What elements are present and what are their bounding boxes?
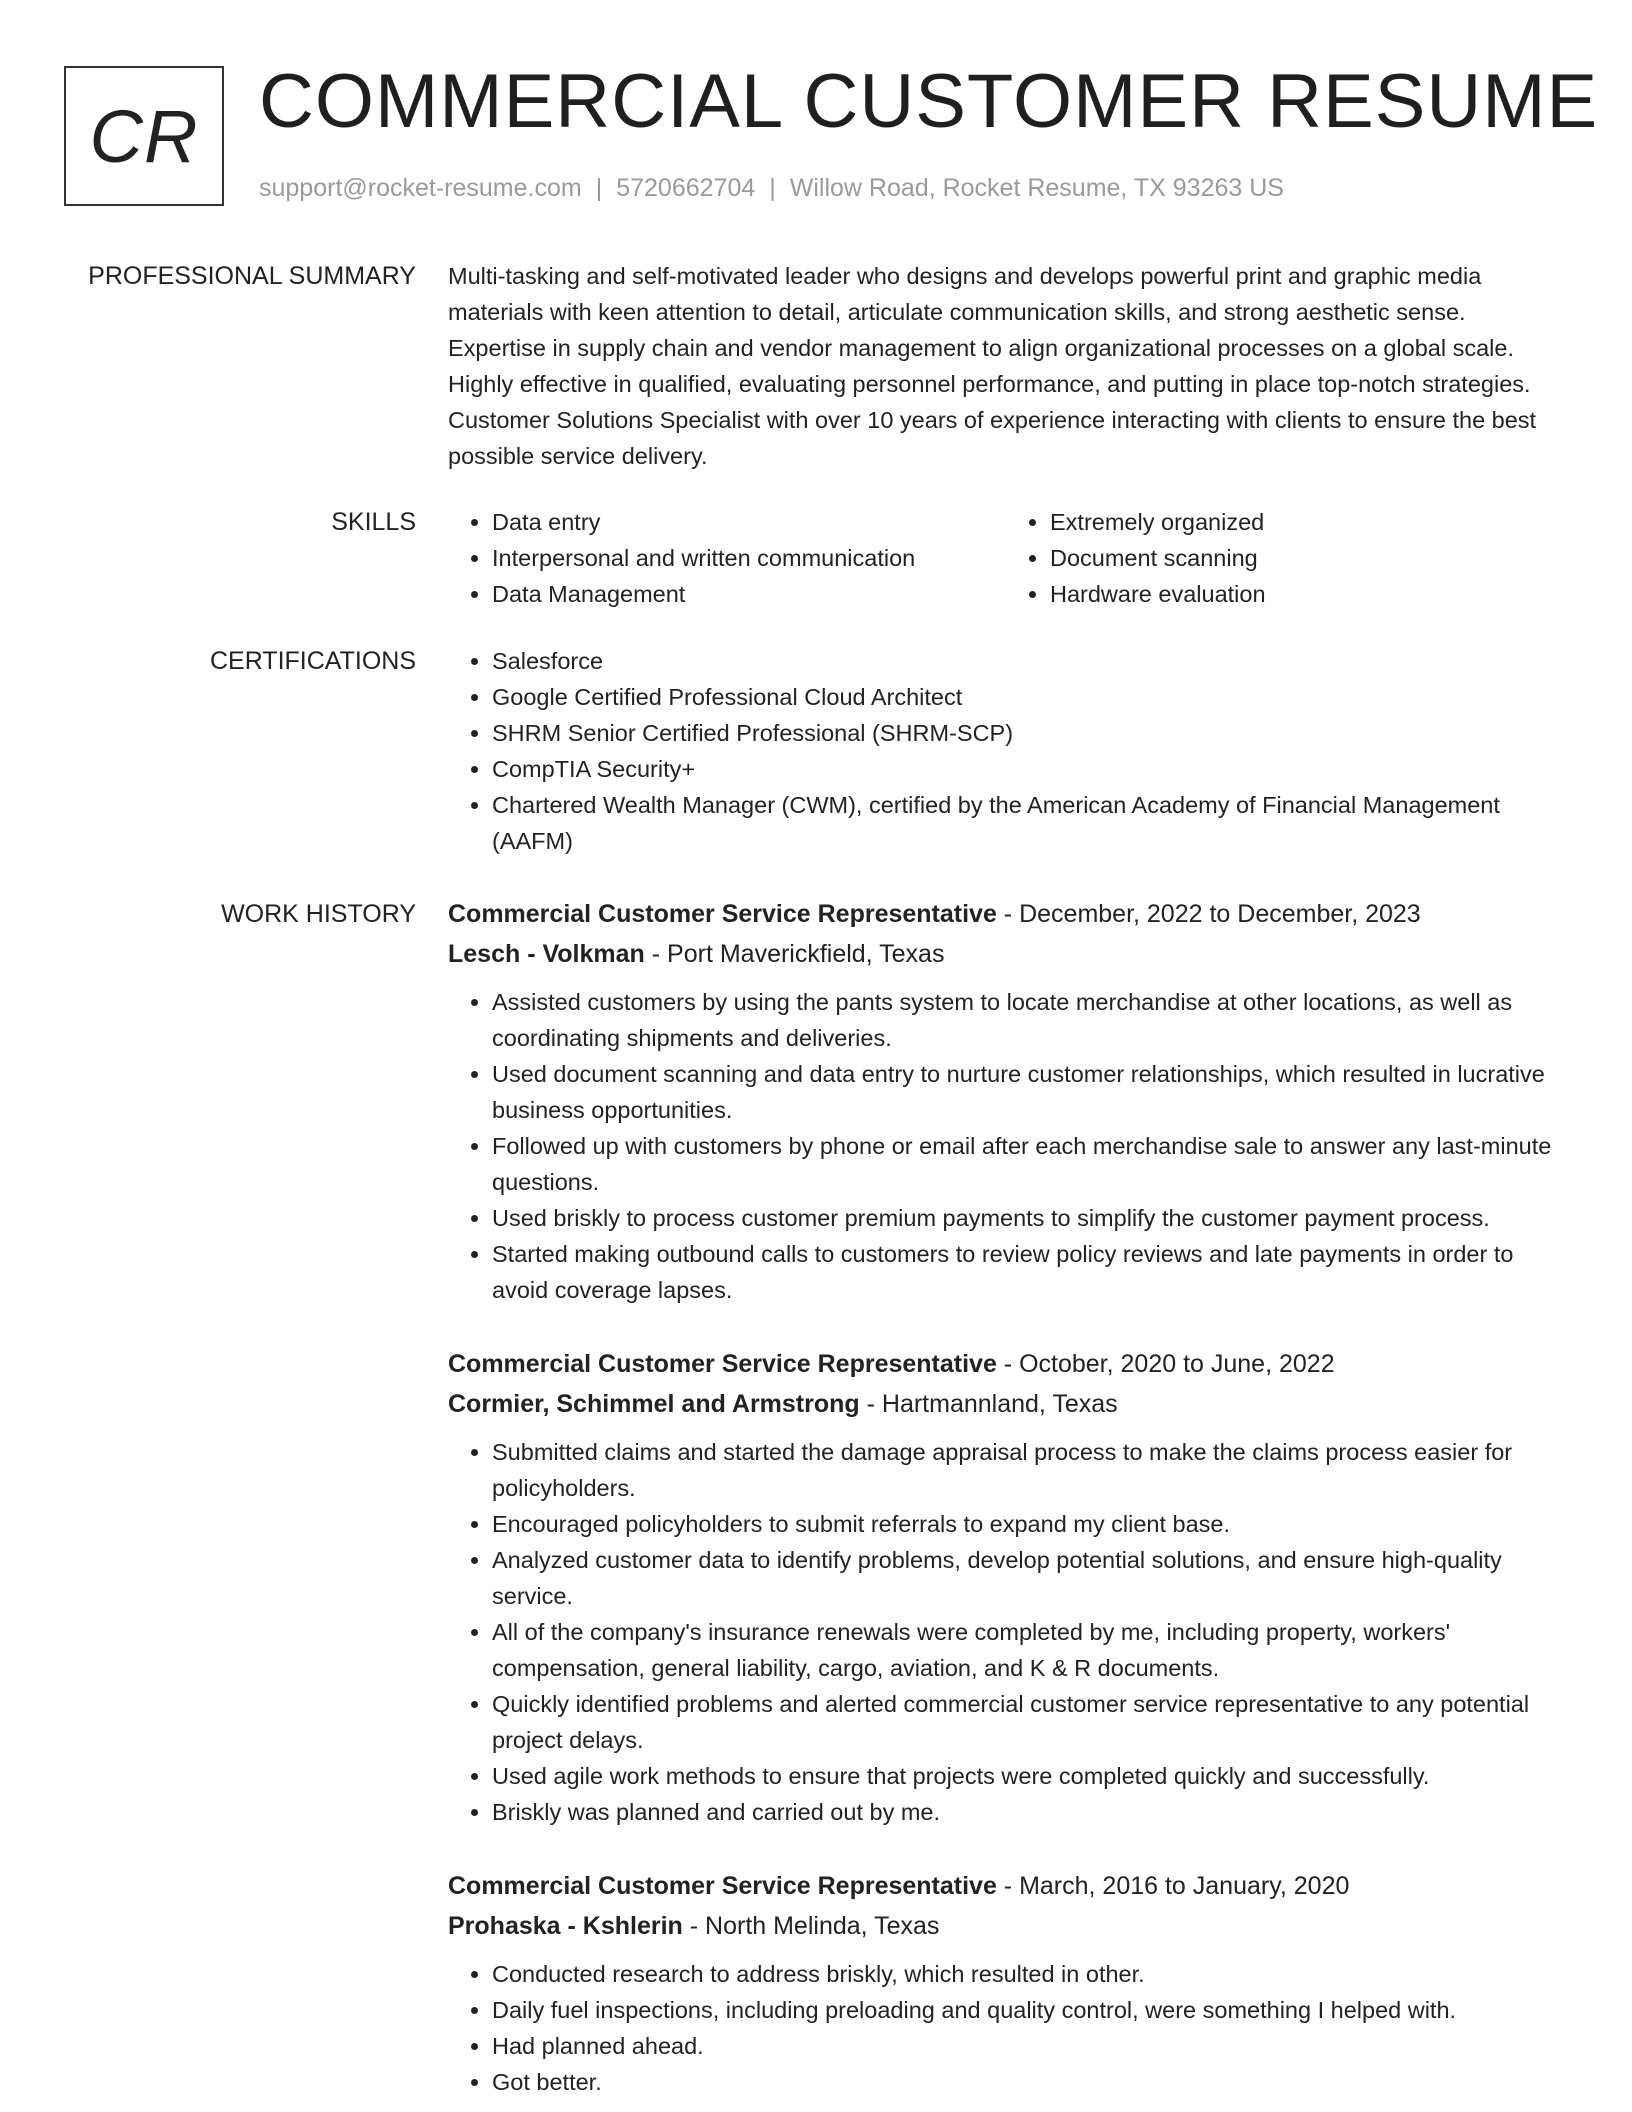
skills-left-list	[448, 504, 1006, 612]
work-history-body	[448, 894, 1564, 2100]
job-title-line	[448, 894, 1564, 934]
job-company-line	[448, 1384, 1564, 1424]
summary-text: Multi-tasking and self-motivated leader who designs and develops powerful print and graphic media materials with keen attention to detail, articulate communication skills, and strong aesthetic sense. Expertise in supply chain and vendor management to align organizational processes on a global scale. Highly effective in qualified, evaluating personnel performance, and putting in place top-notch strategies. Customer Solutions Specialist with over 10 years of experience interacting with clients to ensure the best possible service delivery.	[448, 263, 1537, 469]
job-bullet: • Briskly was planned and carried out by me.	[492, 1794, 1564, 1830]
job-company-line	[448, 1906, 1564, 1946]
job-bullet: • Quickly identified problems and alerted commercial customer service representative to any potential project delays.	[492, 1686, 1564, 1758]
skill-item: • Data Management	[492, 576, 1006, 612]
job-bullet: • Used document scanning and data entry to nurture customer relationships, which resulted in lucrative business opportunities.	[492, 1056, 1564, 1128]
job-company: Cormier, Schimmel and Armstrong	[448, 1390, 860, 1418]
job-title-line	[448, 1344, 1564, 1384]
job-bullets	[448, 984, 1564, 1308]
certifications-body	[448, 643, 1564, 859]
job-entry	[448, 1344, 1564, 1830]
section-label-skills: SKILLS	[331, 508, 416, 536]
phone[interactable]: 5720662704	[616, 174, 756, 202]
job-location: - Port Maverickfield, Texas	[644, 940, 945, 968]
job-bullet: • Daily fuel inspections, including preloading and quality control, were something I helped with.	[492, 1992, 1564, 2028]
job-title: Commercial Customer Service Representative	[448, 900, 997, 928]
job-title-line	[448, 1866, 1564, 1906]
certification-item: • Chartered Wealth Manager (CWM), certified by the American Academy of Financial Management (AAFM)	[492, 787, 1564, 859]
job-dates: - December, 2022 to December, 2023	[996, 900, 1421, 928]
monogram: CR	[64, 66, 224, 206]
contact-separator: |	[595, 174, 603, 202]
section-label-summary: PROFESSIONAL SUMMARY	[88, 262, 416, 290]
job-bullet: • Submitted claims and started the damage appraisal process to make the claims process easier for policyholders.	[492, 1434, 1564, 1506]
job-title: Commercial Customer Service Representative	[448, 1350, 997, 1378]
job-title: Commercial Customer Service Representative	[448, 1872, 997, 1900]
job-bullets	[448, 1434, 1564, 1830]
skill-item: • Extremely organized	[1050, 504, 1564, 540]
job-bullet: • Encouraged policyholders to submit referrals to expand my client base.	[492, 1506, 1564, 1542]
certification-item: • Google Certified Professional Cloud Architect	[492, 679, 1564, 715]
skill-item: • Hardware evaluation	[1050, 576, 1564, 612]
address: Willow Road, Rocket Resume, TX 93263 US	[789, 174, 1284, 202]
job-company: Prohaska - Kshlerin	[448, 1912, 683, 1940]
resume-title: COMMERCIAL CUSTOMER RESUME	[259, 59, 1599, 144]
certifications-list	[448, 643, 1564, 859]
job-location: - Hartmannland, Texas	[859, 1390, 1118, 1418]
job-bullet: • All of the company's insurance renewals were completed by me, including property, workers' compensation, general liability, cargo, aviation, and K & R documents.	[492, 1614, 1564, 1686]
job-bullet: • Assisted customers by using the pants system to locate merchandise at other locations, as well as coordinating shipments and deliveries.	[492, 984, 1564, 1056]
job-entry	[448, 1866, 1564, 2100]
job-company-line	[448, 934, 1564, 974]
job-bullet: • Started making outbound calls to customers to review policy reviews and late payments in order to avoid coverage lapses.	[492, 1236, 1564, 1308]
certification-item: • Salesforce	[492, 643, 1564, 679]
job-bullet: • Followed up with customers by phone or email after each merchandise sale to answer any last-minute questions.	[492, 1128, 1564, 1200]
job-entry	[448, 894, 1564, 1308]
skills-body	[448, 504, 1564, 612]
job-bullets	[448, 1956, 1564, 2100]
section-label-certifications: CERTIFICATIONS	[209, 647, 416, 675]
skill-item: • Data entry	[492, 504, 1006, 540]
job-dates: - March, 2016 to January, 2020	[996, 1872, 1350, 1900]
skill-item: • Document scanning	[1050, 540, 1564, 576]
section-label-work-history: WORK HISTORY	[221, 900, 416, 928]
skill-item: • Interpersonal and written communication	[492, 540, 1006, 576]
job-bullet: • Had planned ahead.	[492, 2028, 1564, 2064]
contact-line	[259, 174, 1284, 203]
job-bullet: • Used agile work methods to ensure that projects were completed quickly and successfully.	[492, 1758, 1564, 1794]
certification-item: • CompTIA Security+	[492, 751, 1564, 787]
job-bullet: • Used briskly to process customer premium payments to simplify the customer payment process.	[492, 1200, 1564, 1236]
job-location: - North Melinda, Texas	[682, 1912, 940, 1940]
contact-separator: |	[769, 174, 776, 202]
job-bullet: • Got better.	[492, 2064, 1564, 2100]
job-dates: - October, 2020 to June, 2022	[996, 1350, 1335, 1378]
skills-right-list	[1006, 504, 1564, 612]
job-bullet: • Conducted research to address briskly, which resulted in other.	[492, 1956, 1564, 1992]
email[interactable]: support@rocket-resume.com	[259, 174, 582, 202]
job-bullet: • Analyzed customer data to identify problems, develop potential solutions, and ensure high-quality service.	[492, 1542, 1564, 1614]
certification-item: • SHRM Senior Certified Professional (SHRM-SCP)	[492, 715, 1564, 751]
job-company: Lesch - Volkman	[448, 940, 645, 968]
